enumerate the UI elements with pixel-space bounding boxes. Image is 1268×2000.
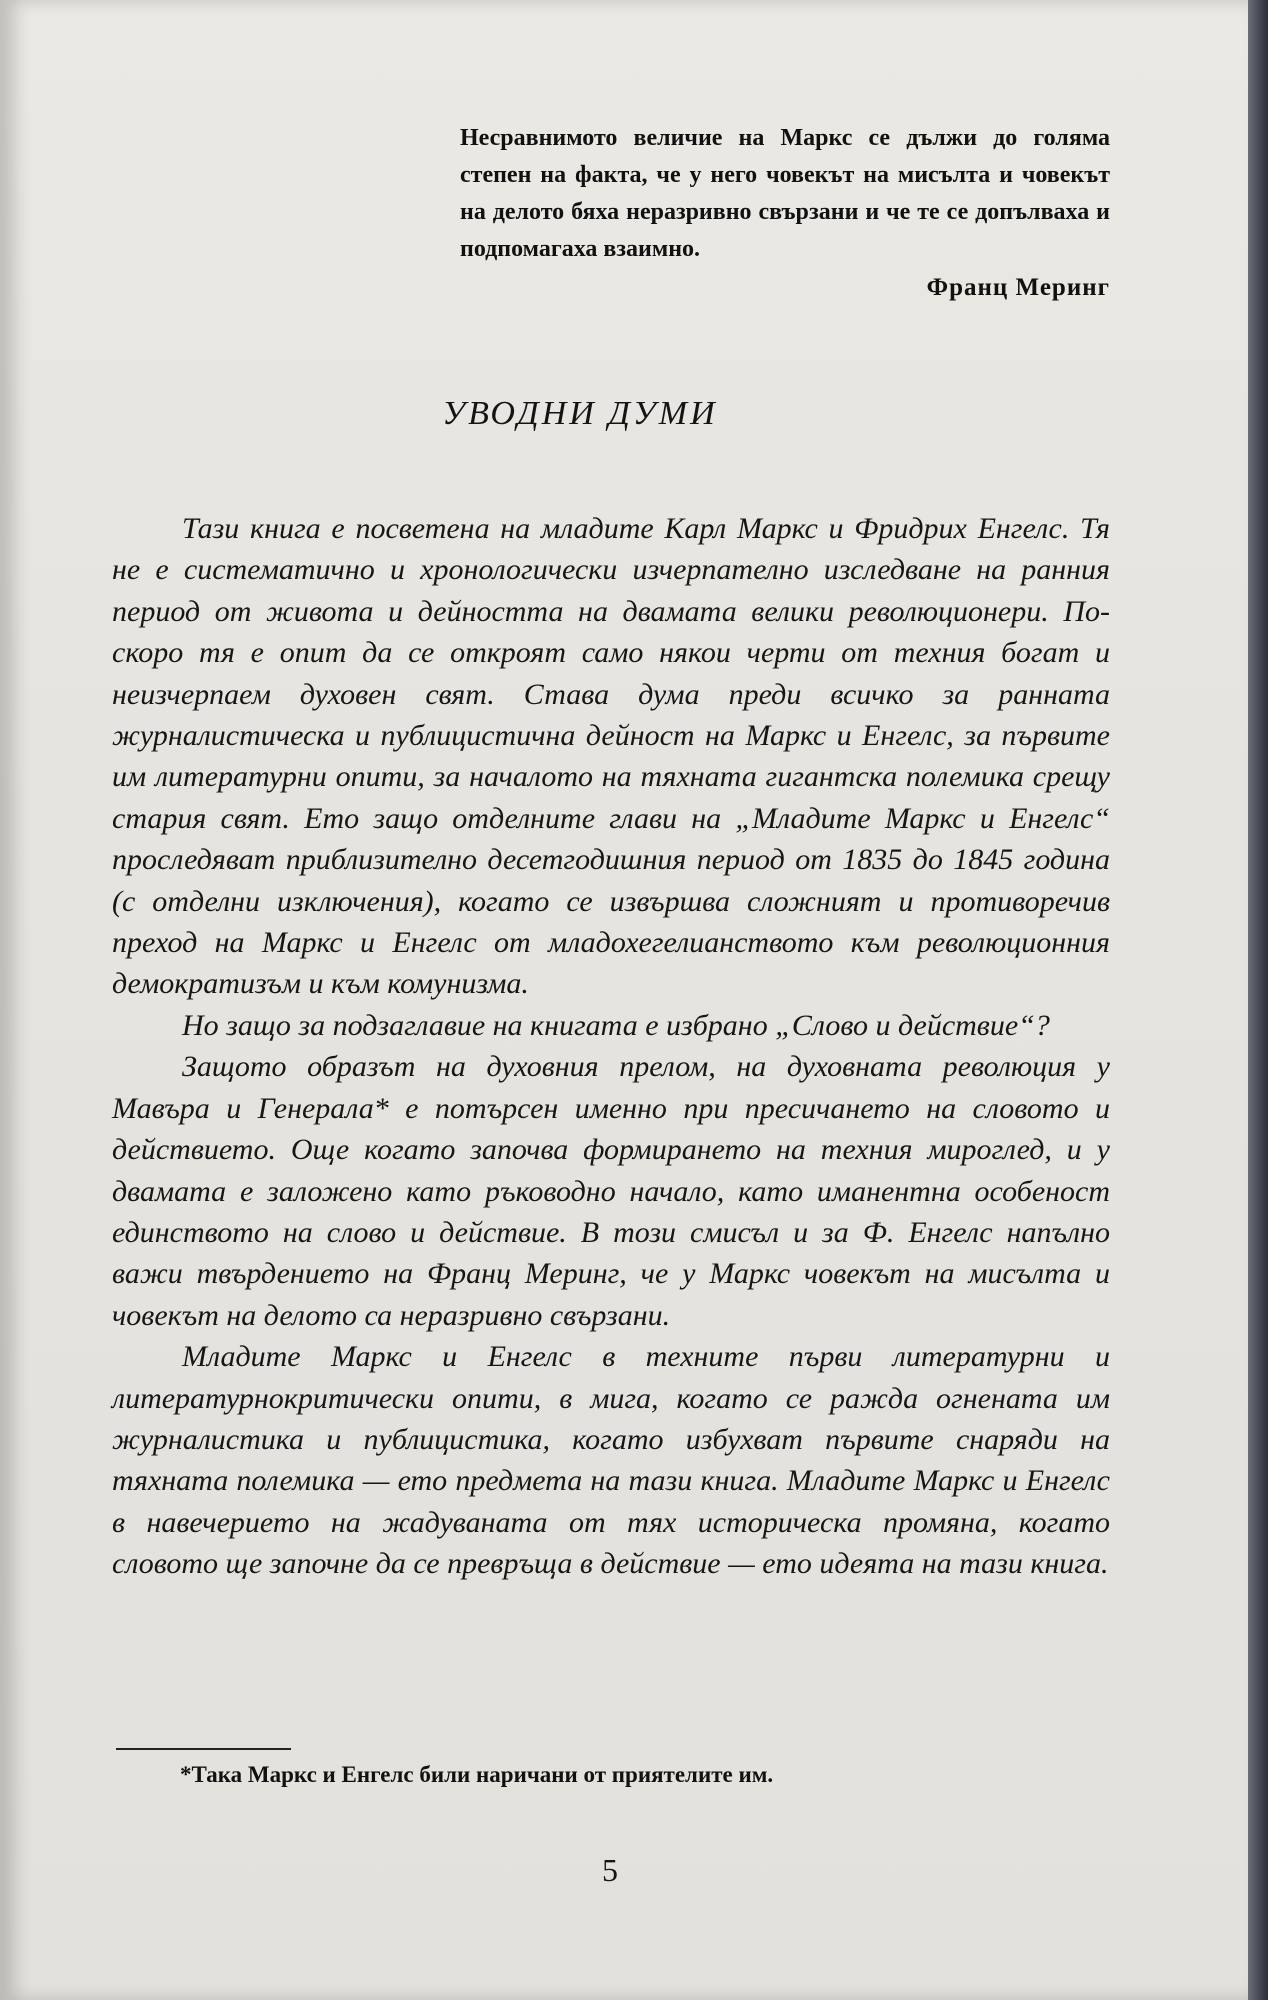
epigraph-quote: Несравнимото величие на Маркс се дължи до голяма степен на факта, че у него човекът на мисълта и човекът на делото бяха неразривно свързани и че те се допълваха и подпомагаха взаимно. [460,125,1110,262]
footnote-divider [116,1748,291,1750]
paragraph-4: Младите Маркс и Енгелс в техните първи литературни и литературнокритически опити, в мига, когато се ражда огнената им журналистика и публицистика, когато избухват първите снаряди на тяхната полемика — ето предмета на тази книга. Младите Маркс и Енгелс в навечерието на жадуваната от тях историческа промяна, когато словото ще започне да се превръща в действие — ето идеята на тази книга. [112,1340,1110,1581]
paragraph-1: Тази книга е посветена на младите Карл Маркс и Фридрих Енгелс. Тя не е систематично и хронологически изчерпателно изследване на ранния период от живота и дейността на двамата велики революционери. По-скоро тя е опит да се откроят само някои черти от техния богат и неизчерпаем духовен свят. Става дума преди всичко за ранната журналистическа и публицистична дейност на Маркс и Енгелс, за първите им литературни опити, за началото на тяхната гигантска полемика срещу стария свят. Ето защо отделните глави на „Младите Маркс и Енгелс“ проследяват приблизително десетгодишния период от 1835 до 1845 година (с отделни изключения), когато се извършва сложният и противоречив преход на Маркс и Енгелс от младохегелианството към революционния демократизъм и към комунизма. [112,512,1110,1001]
paragraph-2: Но защо за подзаглавие на книгата е избрано „Слово и действие“? [182,1008,1050,1042]
book-edge [1248,0,1268,2000]
chapter-title: УВОДНИ ДУМИ [442,395,718,432]
body-text [112,508,1110,1585]
footnote: *Така Маркс и Енгелс били наричани от приятелите им. [180,1762,774,1787]
page-number: 5 [602,1852,618,1888]
epigraph-author: Франц Меринг [926,274,1110,301]
paragraph-3: Защото образът на духовния прелом, на духовната революция у Мавъра и Генерала* е потърсен именно при пресичането на словото и действието. Още когато започва формирането на техния мироглед, и у двамата е заложено като ръководно начало, като иманентна особеност единството на слово и действие. В този смисъл и за Ф. Енгелс напълно важи твърдението на Франц Меринг, че у Маркс човекът на мисълта и човекът на делото са неразривно свързани. [112,1050,1110,1332]
